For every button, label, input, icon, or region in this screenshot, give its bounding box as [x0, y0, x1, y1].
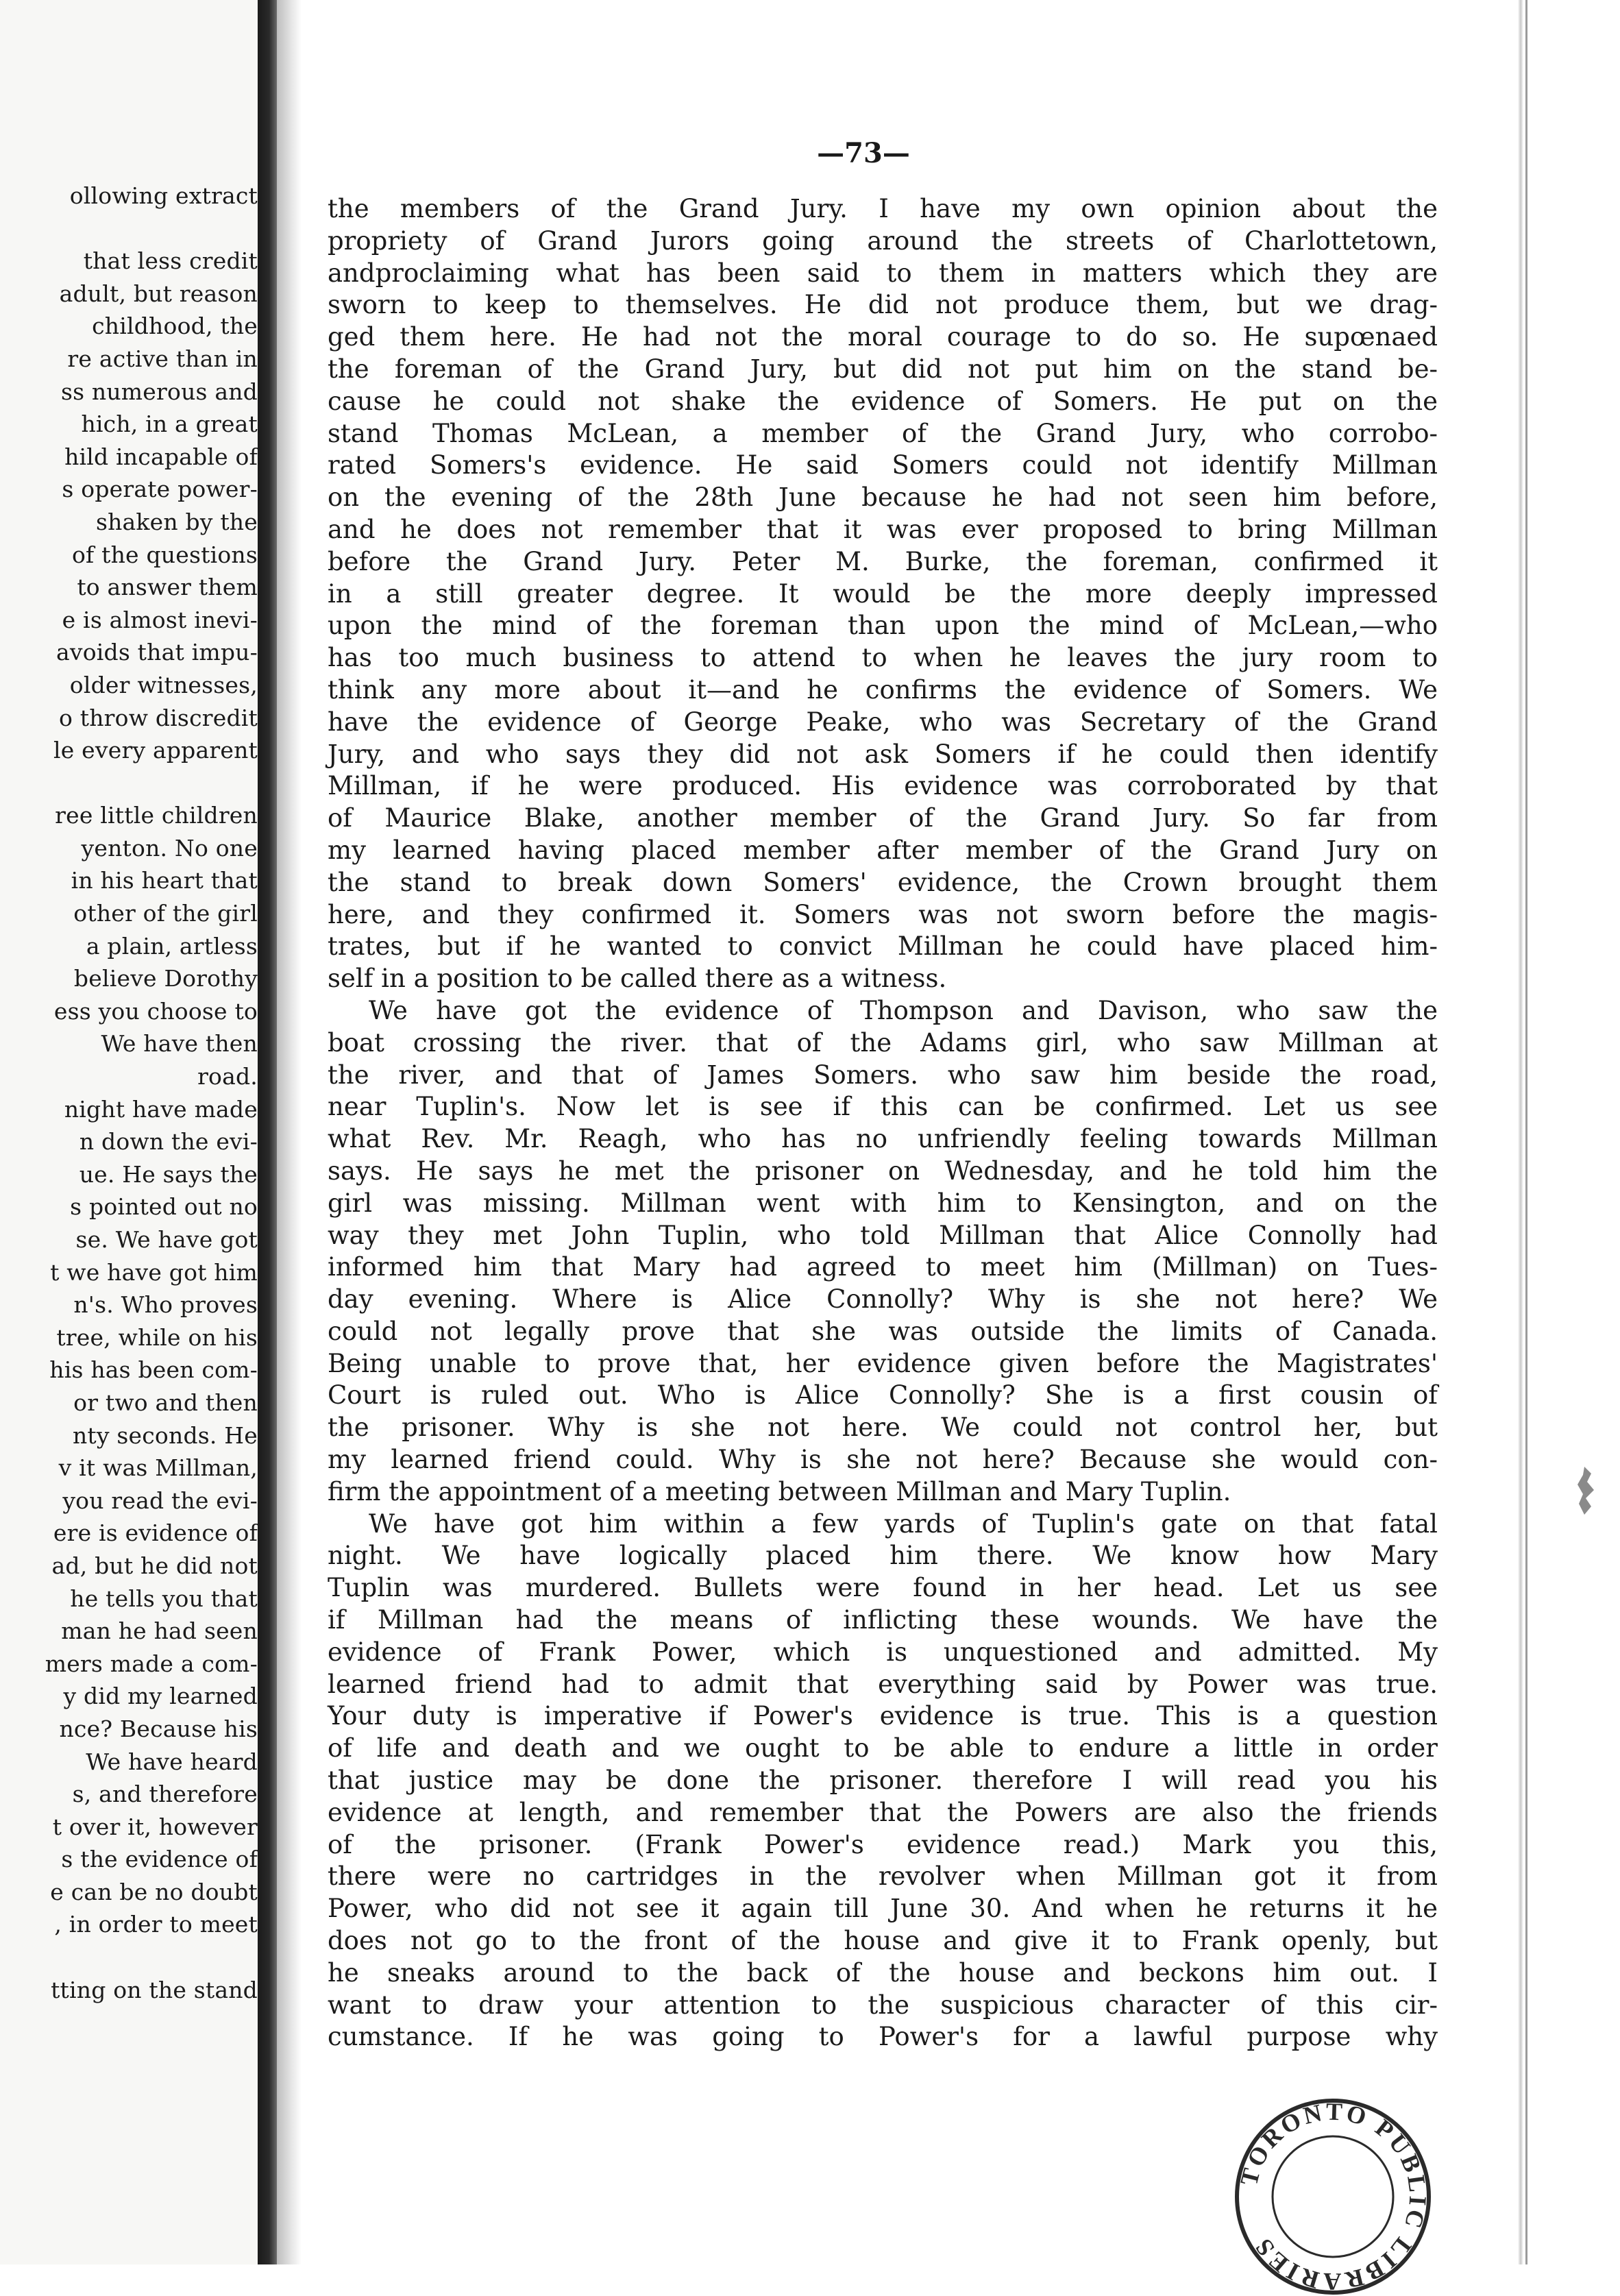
text-line: does not go to the front of the house and give it to Frank openly, but: [328, 1926, 1438, 1956]
left-page-column: [0, 180, 258, 2006]
text-line: ged them here. He had not the moral courage to do so. He supœnaed: [328, 322, 1438, 352]
text-line: self in a position to be called there as a witness.: [328, 964, 947, 994]
left-page-line: that less credit: [83, 247, 258, 275]
text-line: boat crossing the river. that of the Adams girl, who saw Millman at: [328, 1027, 1438, 1058]
book-gutter-fade: [277, 0, 302, 2264]
text-line: stand Thomas McLean, a member of the Grand Jury, who corrobo-: [328, 418, 1438, 448]
text-line: he sneaks around to the back of the house and beckons him out. I: [328, 1957, 1438, 1988]
left-page-line: believe Dorothy: [73, 965, 258, 992]
page-number: —73—: [817, 137, 910, 169]
text-line: We have got him within a few yards of Tuplin's gate on that fatal: [369, 1509, 1438, 1539]
left-page-line: e is almost inevi-: [62, 606, 258, 633]
text-line: think any more about it—and he confirms the evidence of Somers. We: [328, 674, 1438, 705]
text-line: Tuplin was murdered. Bullets were found in her head. Let us see: [328, 1573, 1438, 1603]
left-page-line: s, and therefore: [72, 1781, 258, 1808]
text-line: here, and they confirmed it. Somers was not sworn before the magis-: [328, 899, 1438, 929]
left-page-line: you read the evi-: [62, 1487, 258, 1514]
left-page-line: mers made a com-: [45, 1650, 258, 1677]
left-page-line: o throw discredit: [59, 704, 258, 731]
text-line: have the evidence of George Peake, who was Secretary of the Grand: [328, 707, 1438, 737]
text-line: what Rev. Mr. Reagh, who has no unfriendly feeling towards Millman: [328, 1124, 1438, 1154]
text-line: if Millman had the means of inflicting these wounds. We have the: [328, 1605, 1438, 1635]
text-line: trates, but if he wanted to convict Millman he could have placed him-: [328, 931, 1438, 962]
left-page-line: road.: [197, 1063, 258, 1090]
text-line: that justice may be done the prisoner. therefore I will read you his: [328, 1766, 1438, 1796]
left-page-line: re active than in: [67, 345, 258, 372]
left-page-line: shaken by the: [95, 508, 258, 535]
left-page-line: other of the girl: [73, 900, 258, 927]
text-line: sworn to keep to themselves. He did not produce them, but we drag-: [328, 290, 1438, 320]
text-line: informed him that Mary had agreed to meet him (Millman) on Tues-: [328, 1252, 1438, 1282]
text-line: the foreman of the Grand Jury, but did not put him on the stand be-: [328, 354, 1438, 384]
text-line: and he does not remember that it was ever proposed to bring Millman: [328, 514, 1438, 544]
left-page-line: his has been com-: [49, 1356, 258, 1384]
left-page-line: We have heard: [86, 1748, 258, 1775]
left-page-line: hild incapable of: [64, 443, 258, 470]
text-line: night. We have logically placed him there. We know how Mary: [328, 1541, 1438, 1571]
text-line: my learned friend could. Why is she not here? Because she would con-: [328, 1445, 1438, 1475]
text-line: andproclaiming what has been said to them in matters which they are: [328, 258, 1438, 288]
left-page-line: adult, but reason: [59, 280, 258, 307]
page-right-edge: [1518, 0, 1523, 2264]
left-page-line: s pointed out no: [70, 1193, 258, 1221]
left-page-line: in his heart that: [71, 867, 258, 894]
left-page-line: se. We have got: [75, 1226, 258, 1253]
text-line: on the evening of the 28th June because he had not seen him before,: [328, 483, 1438, 513]
left-page-line: man he had seen: [61, 1617, 258, 1645]
left-page-line: tting on the stand: [51, 1976, 258, 2003]
left-page-line: ess you choose to: [53, 997, 258, 1025]
text-line: upon the mind of the foreman than upon the mind of McLean,—who: [328, 611, 1438, 641]
text-line: Power, who did not see it again till June 30. And when he returns it he: [328, 1894, 1438, 1924]
left-page-line: s the evidence of: [61, 1846, 258, 1873]
left-page-line: ss numerous and: [60, 378, 258, 405]
text-line: Jury, and who says they did not ask Somers if he could then identify: [328, 739, 1438, 769]
left-page-line: y did my learned: [63, 1683, 258, 1710]
text-line: Your duty is imperative if Power's evidence is true. This is a question: [328, 1701, 1438, 1731]
left-page-line: ollowing extract: [69, 182, 258, 209]
left-page-line: childhood, the: [92, 313, 258, 340]
stamp-inner-ring: [1273, 2136, 1393, 2257]
left-page-line: [0, 1941, 258, 1974]
text-line: near Tuplin's. Now let is see if this can be confirmed. Let us see: [328, 1092, 1438, 1122]
left-page-line: or two and then: [73, 1389, 258, 1416]
left-page-line: ree little children: [55, 802, 258, 829]
text-line: there were no cartridges in the revolver when Millman got it from: [328, 1861, 1438, 1892]
left-page-line: night have made: [64, 1095, 258, 1123]
text-line: evidence at length, and remember that the Powers are also the friends: [328, 1797, 1438, 1827]
text-line: propriety of Grand Jurors going around the streets of Charlottetown,: [328, 225, 1438, 256]
book-gutter-shadow: [258, 0, 277, 2264]
left-page-line: e can be no doubt: [50, 1878, 258, 1905]
library-stamp: [1234, 2097, 1432, 2296]
left-page-line: [0, 767, 258, 800]
text-line: the prisoner. Why is she not here. We could not control her, but: [328, 1413, 1438, 1443]
text-line: before the Grand Jury. Peter M. Burke, the foreman, confirmed it: [328, 546, 1438, 576]
stamp-text: TORONTO PUBLIC LIBRARIES: [1235, 2097, 1432, 2296]
text-line: has too much business to attend to when he leaves the jury room to: [328, 643, 1438, 673]
left-page-line: hich, in a great: [81, 411, 258, 438]
text-line: rated Somers's evidence. He said Somers could not identify Millman: [328, 450, 1438, 480]
text-line: evidence of Frank Power, which is unquestioned and admitted. My: [328, 1637, 1438, 1667]
left-page-line: s operate power-: [62, 476, 258, 503]
left-page-line: v it was Millman,: [58, 1454, 258, 1482]
text-line: of Maurice Blake, another member of the Grand Jury. So far from: [328, 803, 1438, 833]
text-line: of the prisoner. (Frank Power's evidence read.) Mark you this,: [328, 1829, 1438, 1859]
left-page-line: , in order to meet: [54, 1911, 258, 1938]
left-page-line: tree, while on his: [56, 1323, 258, 1351]
text-line: way they met John Tuplin, who told Millman that Alice Connolly had: [328, 1220, 1438, 1250]
left-page-line: t over it, however: [52, 1813, 258, 1840]
left-page-line: a plain, artless: [86, 932, 258, 960]
left-page-line: le every apparent: [53, 737, 258, 764]
text-line: the river, and that of James Somers. who saw him beside the road,: [328, 1060, 1438, 1090]
left-page-line: [0, 212, 258, 245]
left-page-line: n down the evi-: [79, 1128, 258, 1156]
left-page-line: nce? Because his: [59, 1715, 258, 1742]
text-line: my learned having placed member after member of the Grand Jury on: [328, 835, 1438, 865]
left-page-line: ere is evidence of: [53, 1519, 258, 1547]
main-text-column: [328, 193, 1438, 2053]
left-page-line: ue. He says the: [79, 1160, 258, 1188]
text-line: girl was missing. Millman went with him to Kensington, and on the: [328, 1188, 1438, 1218]
left-page-line: to answer them: [77, 574, 258, 601]
text-line: want to draw your attention to the suspicious character of this cir-: [328, 1990, 1438, 2020]
left-page-line: We have then: [101, 1030, 258, 1058]
text-line: cumstance. If he was going to Power's for a lawful purpose why: [328, 2022, 1438, 2052]
left-page-line: older witnesses,: [69, 671, 258, 698]
left-page-line: of the questions: [71, 541, 258, 568]
left-page-line: avoids that impu-: [56, 639, 258, 666]
text-line: could not legally prove that she was outside the limits of Canada.: [328, 1316, 1438, 1346]
text-line: firm the appointment of a meeting between Millman and Mary Tuplin.: [328, 1476, 1231, 1506]
text-line: Court is ruled out. Who is Alice Connolly? She is a first cousin of: [328, 1380, 1438, 1410]
text-line: learned friend had to admit that everything said by Power was true.: [328, 1669, 1438, 1699]
page-right-edge-line: [1525, 0, 1527, 2264]
text-line: We have got the evidence of Thompson and Davison, who saw the: [369, 995, 1438, 1025]
text-line: the members of the Grand Jury. I have my own opinion about the: [328, 194, 1438, 223]
text-line: in a still greater degree. It would be the more deeply impressed: [328, 578, 1438, 609]
left-page-line: he tells you that: [70, 1585, 258, 1612]
left-page-line: t we have got him: [50, 1258, 258, 1286]
text-line: says. He says he met the prisoner on Wednesday, and he told him the: [328, 1156, 1438, 1186]
text-line: day evening. Where is Alice Connolly? Why is she not here? We: [328, 1284, 1438, 1315]
text-line: of life and death and we ought to be able to endure a little in order: [328, 1733, 1438, 1763]
text-line: cause he could not shake the evidence of Somers. He put on the: [328, 386, 1438, 416]
left-page-line: ad, but he did not: [51, 1552, 258, 1579]
page-edge-mark: [1576, 1467, 1597, 1515]
left-page-line: nty seconds. He: [72, 1421, 258, 1449]
left-page-line: yenton. No one: [81, 834, 258, 862]
left-facing-page: [0, 0, 264, 2264]
text-line: the stand to break down Somers' evidence, the Crown brought them: [328, 867, 1438, 897]
text-line: Millman, if he were produced. His evidence was corroborated by that: [328, 771, 1438, 801]
left-page-line: n's. Who proves: [73, 1291, 258, 1319]
text-line: Being unable to prove that, her evidence given before the Magistrates': [328, 1348, 1438, 1378]
